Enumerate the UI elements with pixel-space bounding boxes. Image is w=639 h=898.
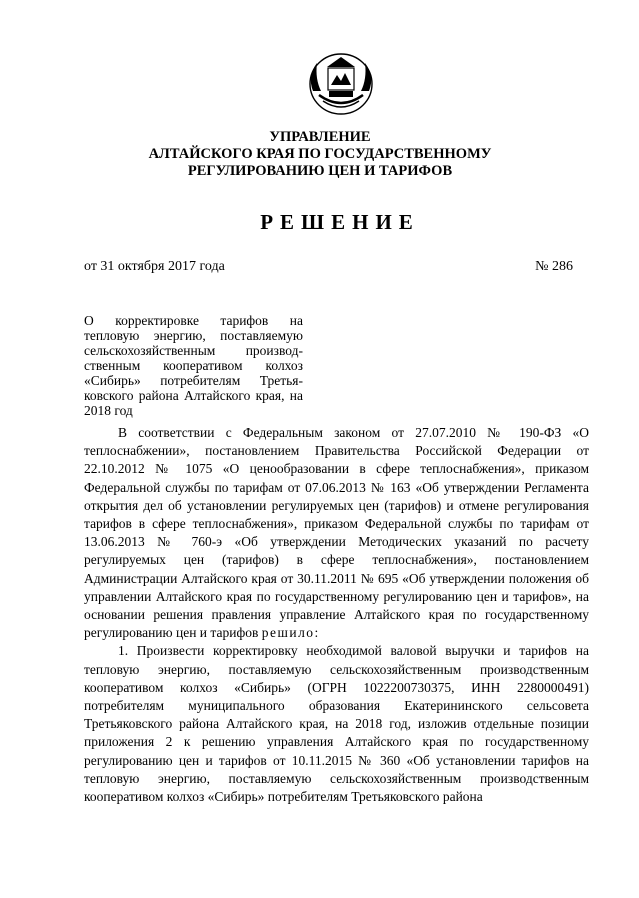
document-subject: О корректировке тарифов на тепловую энергию, поставляемую сельскохозяйственным производ-ственным кооперативом колхоз «Сибирь» потребителям Третья-ковского района Алтайского края, на 2018 год — [84, 313, 303, 418]
document-date: от 31 октября 2017 года — [84, 259, 225, 274]
resolved-text: решило: — [261, 625, 320, 641]
org-line-2: АЛТАЙСКОГО КРАЯ ПО ГОСУДАРСТВЕННОМУ — [148, 146, 492, 162]
document-number: № 286 — [535, 259, 573, 274]
coat-of-arms-emblem — [301, 51, 381, 117]
org-line-1: УПРАВЛЕНИЕ — [269, 129, 371, 145]
document-body — [84, 424, 589, 806]
preamble-text: В соответствии с Федеральным законом от 27.07.2010 № 190-ФЗ «О теплоснабжении», постановлением Правительства Российской Федерации от 22.10.2012 № 1075 «О ценообразовании в сфере теплоснабжения», приказом Федеральной службы по тарифам от 07.06.2013 № 163 «Об утверждении Регламента открытия дел об установлении регулируемых цен (тарифов) и отмене регулирования тарифов в сфере теплоснабжения», приказом Федеральной службы по тарифам от 13.06.2013 № 760-э «Об утверждении Методических указаний по расчету регулируемых цен (тарифов) в сфере теплоснабжения», постановлением Администрации Алтайского края от 30.11.2011 № 695 «Об утверждении положения об управлении Алтайского края по государственному регулированию цен и тарифов», на основании решения правления управление Алтайского края по государственному регулированию цен и тарифов — [84, 425, 589, 641]
organization-name — [80, 129, 560, 180]
org-line-3: РЕГУЛИРОВАНИЮ ЦЕН И ТАРИФОВ — [187, 163, 453, 179]
preamble-paragraph — [84, 424, 589, 642]
document-title: РЕШЕНИЕ — [260, 210, 420, 234]
item-1-paragraph: 1. Произвести корректировку необходимой валовой выручки и тарифов на тепловую энергию, поставляемую сельскохозяйственным производственным кооперативом колхоз «Сибирь» (ОГРН 1022200730375, ИНН 2280000491) потребителям муниципального образования Екатерининского сельсовета Третьяковского района Алтайского края, на 2018 год, изложив отдельные позиции приложения 2 к решению управления Алтайского края по государственному регулированию цен и тарифов от 10.11.2015 № 360 «Об установлении тарифов на тепловую энергию, поставляемую сельскохозяйственным производственным кооперативом колхоз «Сибирь» потребителям Третьяковского района — [84, 643, 589, 805]
